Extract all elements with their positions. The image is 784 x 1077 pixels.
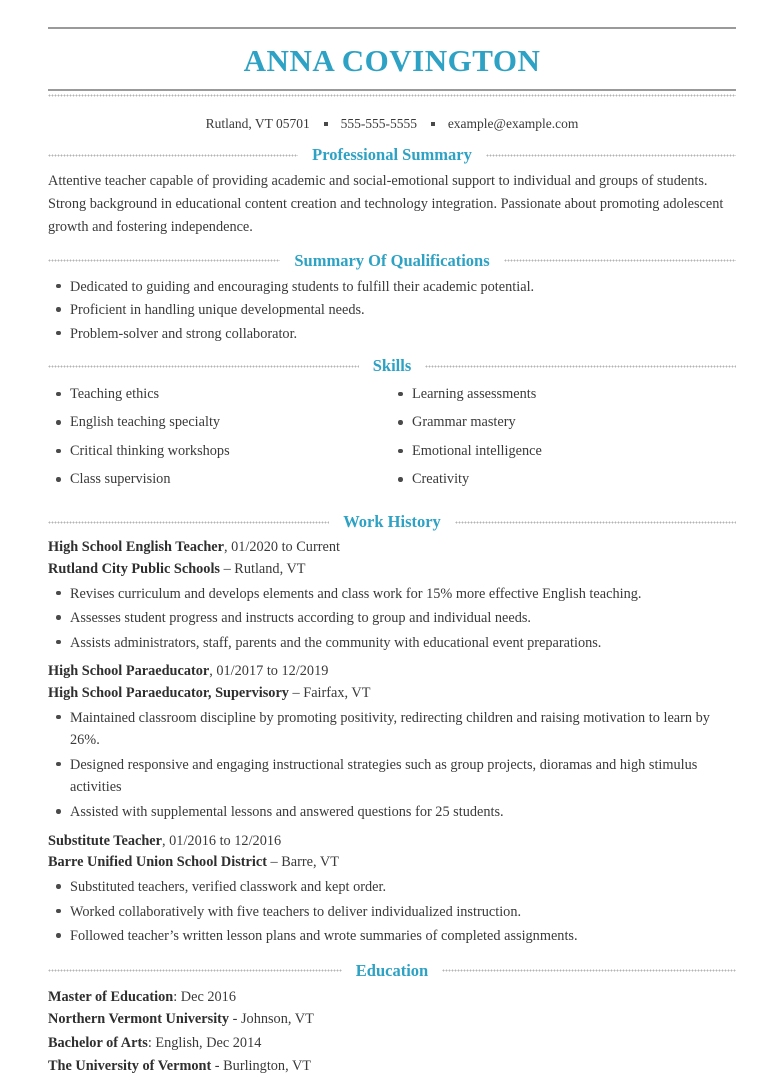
education-degree-line bbox=[48, 986, 736, 1009]
list-item: Revises curriculum and develops elements and class work for 15% more effective English teaching. bbox=[48, 583, 736, 606]
contact-line bbox=[48, 97, 736, 132]
list-item: Dedicated to guiding and encouraging students to fulfill their academic potential. bbox=[48, 276, 736, 299]
skills-column-left bbox=[48, 382, 392, 499]
education-school-location: - Johnson, VT bbox=[229, 1011, 314, 1028]
list-item: Maintained classroom discipline by promoting positivity, redirecting children and raising motivation to learn by 26%. bbox=[48, 707, 736, 752]
professional-summary-text: Attentive teacher capable of providing academic and social-emotional support to individual and groups of students. Strong background in educational content creation and technology integration. Passionate about promoting adolescent growth and fostering independence. bbox=[48, 173, 724, 236]
list-item: English teaching specialty bbox=[48, 413, 392, 432]
dotted-rule-left bbox=[48, 521, 329, 524]
work-history-entry bbox=[48, 661, 736, 823]
dotted-rule-right bbox=[486, 154, 736, 157]
resume-page bbox=[0, 27, 784, 1074]
list-item: Problem-solver and strong collaborator. bbox=[48, 323, 736, 346]
section-professional-summary bbox=[48, 146, 736, 240]
list-item: Designed responsive and engaging instructional strategies such as group projects, dioramas and high stimulus activities bbox=[48, 754, 736, 799]
dotted-rule-left bbox=[48, 969, 342, 972]
education-school-location: - Burlington, VT bbox=[211, 1057, 312, 1074]
job-title-line bbox=[48, 831, 736, 853]
resume-header bbox=[48, 27, 736, 132]
separator-square-icon bbox=[431, 122, 435, 126]
job-location: – Fairfax, VT bbox=[288, 684, 371, 701]
section-skills bbox=[48, 357, 736, 498]
section-heading bbox=[48, 357, 736, 375]
dotted-rule-left bbox=[48, 154, 298, 157]
dotted-rule-left bbox=[48, 259, 280, 262]
job-location: – Rutland, VT bbox=[220, 560, 306, 577]
section-title-professional-summary: Professional Summary bbox=[312, 145, 472, 164]
list-item: Creativity bbox=[392, 470, 736, 489]
job-employer-line bbox=[48, 683, 736, 705]
job-employer-line bbox=[48, 559, 736, 581]
section-title-summary-of-qualifications: Summary Of Qualifications bbox=[294, 250, 490, 270]
education-school: The University of Vermont bbox=[48, 1057, 212, 1074]
work-history-entry bbox=[48, 537, 736, 654]
job-title: High School Paraeducator bbox=[48, 663, 210, 680]
job-dates: , 01/2020 to Current bbox=[223, 539, 340, 556]
section-education bbox=[48, 962, 736, 1077]
section-title-skills: Skills bbox=[372, 356, 412, 376]
skills-list-right bbox=[392, 385, 736, 489]
education-degree: Master of Education bbox=[48, 988, 174, 1005]
dotted-rule-left bbox=[48, 365, 359, 368]
section-heading bbox=[48, 962, 736, 980]
list-item: Worked collaboratively with five teachers to deliver individualized instruction. bbox=[48, 901, 736, 924]
education-entry bbox=[48, 986, 736, 1031]
dotted-rule-right bbox=[442, 969, 736, 972]
dotted-rule-right bbox=[425, 365, 736, 368]
job-bullets bbox=[48, 707, 736, 824]
education-degree-line bbox=[48, 1032, 736, 1055]
job-title-line bbox=[48, 661, 736, 683]
section-heading bbox=[48, 252, 736, 270]
list-item: Emotional intelligence bbox=[392, 442, 736, 461]
list-item: Critical thinking workshops bbox=[48, 442, 392, 461]
section-heading bbox=[48, 513, 736, 531]
job-employer: Barre Unified Union School District bbox=[48, 854, 267, 871]
list-item: Grammar mastery bbox=[392, 413, 736, 432]
education-school-line bbox=[48, 1008, 736, 1031]
contact-location: Rutland, VT 05701 bbox=[205, 116, 310, 131]
education-degree: Bachelor of Arts bbox=[48, 1035, 148, 1052]
skills-column-right bbox=[392, 382, 736, 499]
job-dates: , 01/2017 to 12/2019 bbox=[209, 663, 329, 680]
job-employer: Rutland City Public Schools bbox=[48, 560, 220, 577]
work-history-entry bbox=[48, 831, 736, 948]
list-item: Class supervision bbox=[48, 470, 392, 489]
section-title-work-history: Work History bbox=[343, 511, 441, 531]
list-item: Proficient in handling unique developmental needs. bbox=[48, 299, 736, 322]
job-employer-line bbox=[48, 852, 736, 874]
header-bottom-rule bbox=[48, 89, 736, 91]
list-item: Learning assessments bbox=[392, 385, 736, 404]
skills-columns bbox=[48, 382, 736, 499]
education-degree-detail: : Dec 2016 bbox=[173, 988, 236, 1005]
job-title-line bbox=[48, 537, 736, 559]
contact-email: example@example.com bbox=[447, 116, 579, 131]
job-dates: , 01/2016 to 12/2016 bbox=[162, 832, 282, 849]
education-school-line bbox=[48, 1055, 736, 1077]
job-title: Substitute Teacher bbox=[48, 832, 162, 849]
job-title: High School English Teacher bbox=[48, 539, 224, 556]
job-bullets bbox=[48, 876, 736, 948]
education-school: Northern Vermont University bbox=[48, 1011, 230, 1028]
section-summary-of-qualifications bbox=[48, 252, 736, 346]
dotted-rule-right bbox=[504, 259, 736, 262]
list-item: Teaching ethics bbox=[48, 385, 392, 404]
section-heading bbox=[48, 146, 736, 164]
job-location: – Barre, VT bbox=[266, 854, 339, 871]
education-entry bbox=[48, 1032, 736, 1077]
job-employer: High School Paraeducator, Supervisory bbox=[48, 684, 289, 701]
section-title-education: Education bbox=[355, 960, 429, 980]
dotted-rule-right bbox=[455, 521, 736, 524]
list-item: Assisted with supplemental lessons and answered questions for 25 students. bbox=[48, 801, 736, 824]
separator-square-icon bbox=[324, 122, 328, 126]
list-item: Assists administrators, staff, parents and the community with educational event preparations. bbox=[48, 632, 736, 655]
education-degree-detail: : English, Dec 2014 bbox=[147, 1035, 262, 1052]
qualifications-list bbox=[48, 276, 736, 346]
list-item: Followed teacher’s written lesson plans and wrote summaries of completed assignments. bbox=[48, 925, 736, 948]
list-item: Assesses student progress and instructs according to group and individual needs. bbox=[48, 607, 736, 630]
skills-list-left bbox=[48, 385, 392, 489]
job-bullets bbox=[48, 583, 736, 655]
contact-phone: 555-555-5555 bbox=[340, 116, 418, 131]
candidate-name: ANNA COVINGTON bbox=[243, 43, 541, 78]
section-work-history bbox=[48, 513, 736, 948]
list-item: Substituted teachers, verified classwork and kept order. bbox=[48, 876, 736, 899]
